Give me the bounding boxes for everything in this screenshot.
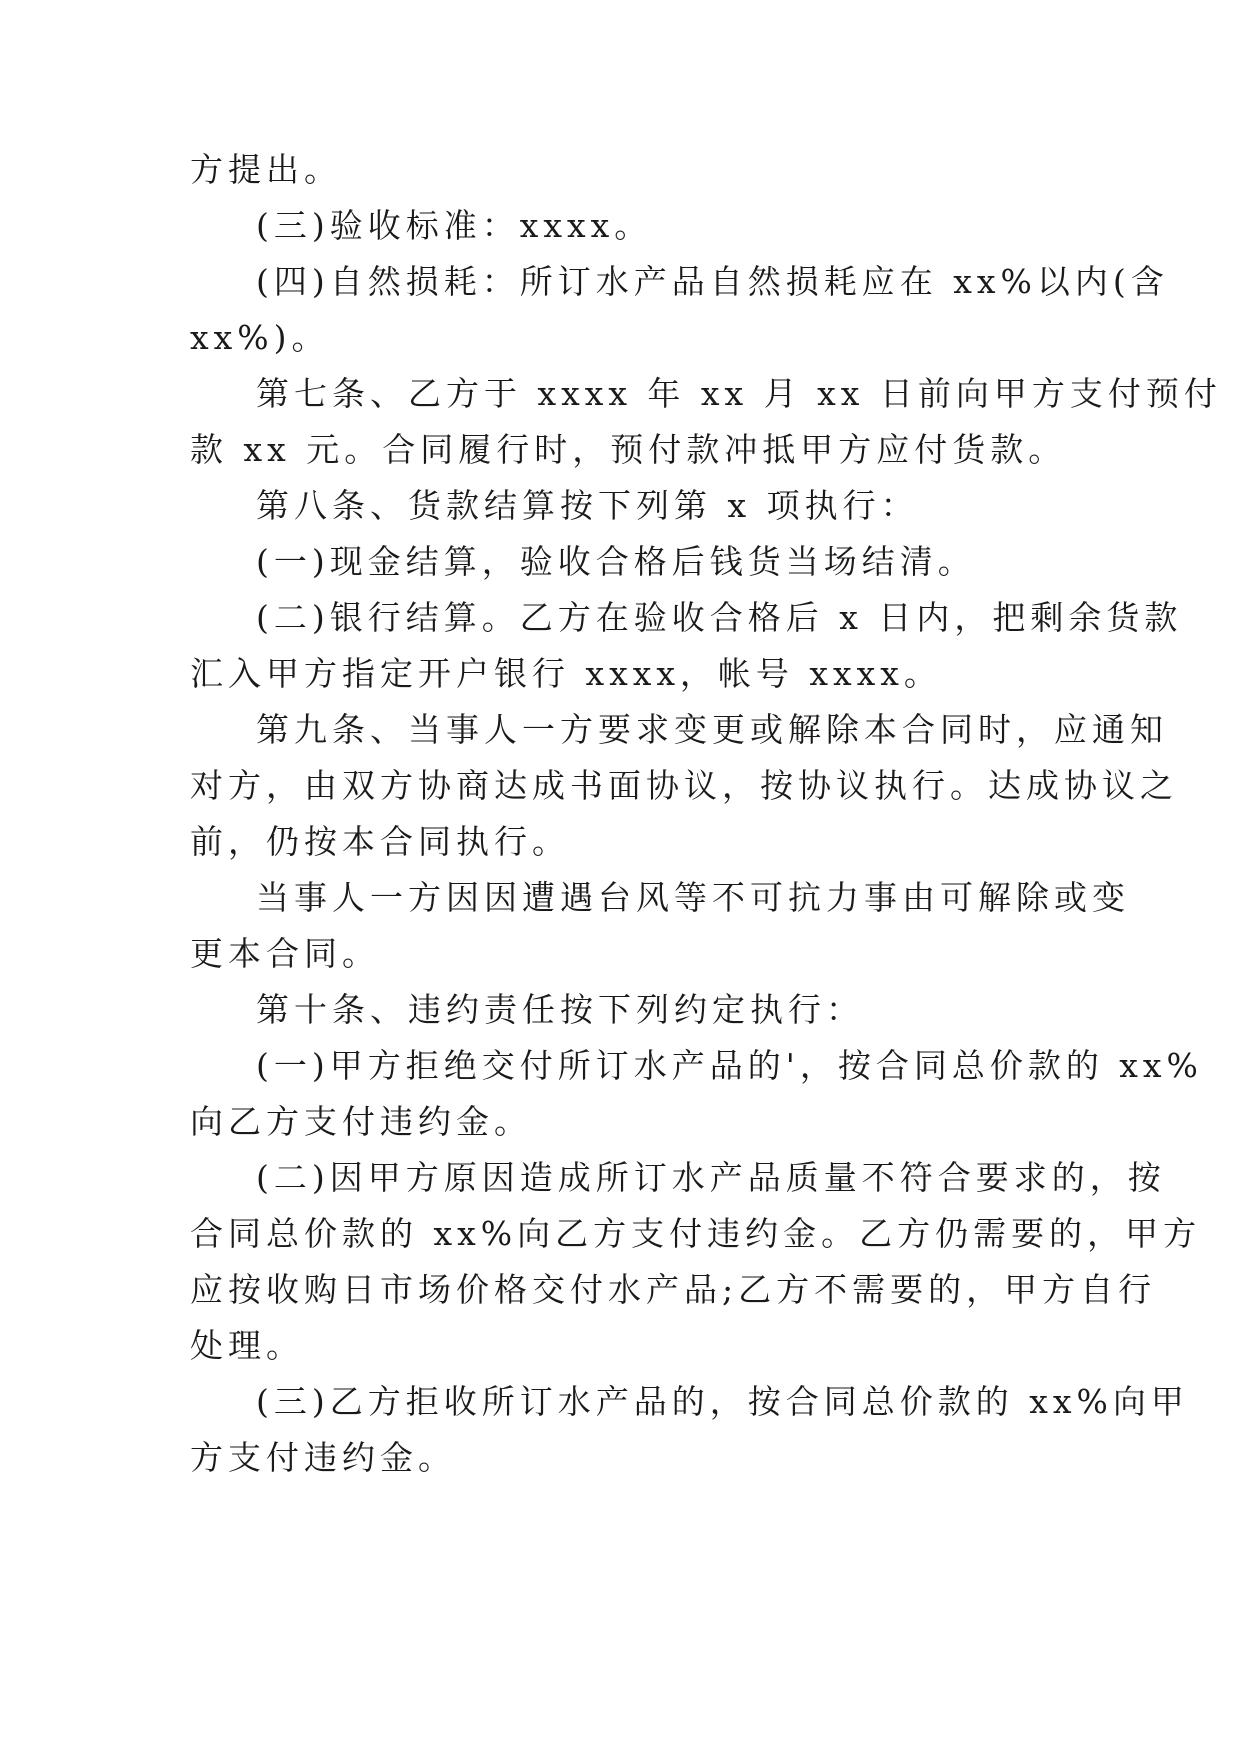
text-line: 方支付违约金。 — [190, 1438, 456, 1477]
text-line: (三)乙方拒收所订水产品的，按合同总价款的 xx%向甲 — [256, 1382, 1189, 1421]
text-line: 汇入甲方指定开户银行 xxxx，帐号 xxxx。 — [190, 654, 942, 693]
text-line: 应按收购日市场价格交付水产品;乙方不需要的，甲方自行 — [190, 1270, 1157, 1309]
text-line: 当事人一方因因遭遇台风等不可抗力事由可解除或变 — [256, 878, 1130, 917]
text-line: 对方，由双方协商达成书面协议，按协议执行。达成协议之 — [190, 766, 1178, 805]
text-line: 向乙方支付违约金。 — [190, 1102, 532, 1141]
text-line: 第九条、当事人一方要求变更或解除本合同时，应通知 — [256, 710, 1168, 749]
text-line: 方提出。 — [190, 150, 342, 189]
text-line: 处理。 — [190, 1326, 304, 1365]
text-line: (一)现金结算，验收合格后钱货当场结清。 — [256, 542, 976, 581]
text-line: 款 xx 元。合同履行时，预付款冲抵甲方应付货款。 — [190, 430, 1067, 469]
text-line: (二)因甲方原因造成所订水产品质量不符合要求的，按 — [256, 1158, 1166, 1197]
text-line: (二)银行结算。乙方在验收合格后 x 日内，把剩余货款 — [256, 598, 1183, 637]
text-line: (四)自然损耗：所订水产品自然损耗应在 xx%以内(含 — [256, 262, 1169, 301]
text-line: 合同总价款的 xx%向乙方支付违约金。乙方仍需要的，甲方 — [190, 1214, 1202, 1253]
text-line: 第十条、违约责任按下列约定执行： — [256, 990, 864, 1029]
text-line: 前，仍按本合同执行。 — [190, 822, 570, 861]
text-line: 更本合同。 — [190, 934, 380, 973]
text-line: (三)验收标准：xxxx。 — [256, 206, 653, 245]
text-line: 第七条、乙方于 xxxx 年 xx 月 xx 日前向甲方支付预付 — [256, 374, 1222, 413]
text-line: 第八条、货款结算按下列第 x 项执行： — [256, 486, 919, 525]
text-line: (一)甲方拒绝交付所订水产品的'，按合同总价款的 xx% — [256, 1046, 1203, 1085]
text-line: xx%)。 — [190, 318, 330, 357]
